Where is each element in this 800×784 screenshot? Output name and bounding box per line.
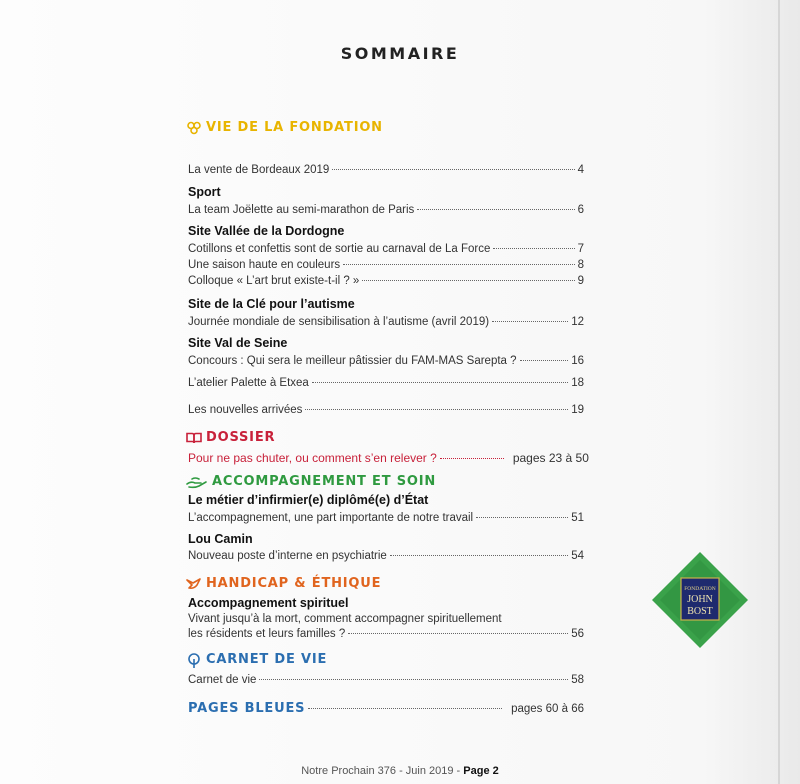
entry-page: pages 23 à 50 <box>512 451 589 465</box>
dove-icon <box>186 577 202 591</box>
dot-leader <box>312 382 568 383</box>
entry-text: Une saison haute en couleurs <box>188 259 341 271</box>
toc-entry-dossier[interactable] <box>188 451 589 465</box>
logo-text-line1: FONDATION <box>684 586 716 592</box>
toc-entry[interactable] <box>188 316 584 328</box>
section-carnet-de-vie <box>186 652 327 667</box>
toc-entry[interactable] <box>188 164 584 176</box>
entry-page: 8 <box>577 259 584 271</box>
subhead: Sport <box>188 185 221 199</box>
dot-leader <box>476 517 568 518</box>
subhead: Site de la Clé pour l’autisme <box>188 297 355 311</box>
entry-page: 19 <box>571 404 584 416</box>
section-label: DOSSIER <box>206 430 276 445</box>
toc-entry[interactable] <box>188 550 584 562</box>
subhead: Site Vallée de la Dordogne <box>188 224 345 238</box>
entry-page: 4 <box>577 164 584 176</box>
section-label: CARNET DE VIE <box>206 652 328 667</box>
entry-page: 16 <box>571 355 584 367</box>
section-label: ACCOMPAGNEMENT ET SOIN <box>212 474 437 489</box>
toc-entry[interactable] <box>188 204 584 216</box>
entry-page: 12 <box>571 316 584 328</box>
entry-text: les résidents et leurs familles ? <box>188 628 346 640</box>
dot-leader <box>520 360 569 361</box>
dot-leader <box>390 555 568 556</box>
entry-page: 9 <box>577 275 584 287</box>
entry-text: La vente de Bordeaux 2019 <box>188 164 330 176</box>
dot-leader <box>343 264 574 265</box>
entry-text: L’accompagnement, une part importante de notre travail <box>188 512 474 524</box>
entry-page: 18 <box>571 377 584 389</box>
footer-page-number: Page 2 <box>463 765 499 777</box>
entry-text: La team Joëlette au semi-marathon de Paris <box>188 204 415 216</box>
entry-text: Les nouvelles arrivées <box>188 404 303 416</box>
logo-text-line2: JOHN <box>687 594 713 605</box>
section-label: VIE DE LA FONDATION <box>206 120 383 135</box>
toc-entry[interactable] <box>188 275 584 287</box>
tree-icon <box>186 653 202 667</box>
entry-text-line: Vivant jusqu’à la mort, comment accompagner spirituellement <box>188 613 502 625</box>
subhead: Site Val de Seine <box>188 336 288 350</box>
entry-page: 58 <box>571 674 584 686</box>
entry-text: Pour ne pas chuter, ou comment s’en relever ? <box>188 451 437 465</box>
dot-leader <box>440 458 504 459</box>
page-title: SOMMAIRE <box>340 44 460 63</box>
section-pages-bleues: PAGES BLEUES <box>188 701 306 716</box>
page-fold <box>778 0 780 784</box>
toc-entry[interactable] <box>188 355 584 367</box>
section-dossier <box>186 430 275 445</box>
subhead: Le métier d’infirmier(e) diplômé(e) d’État <box>188 493 429 507</box>
toc-entry-pages-bleues[interactable] <box>188 701 584 716</box>
dot-leader <box>417 209 574 210</box>
dot-leader <box>332 169 574 170</box>
entry-text: Colloque « L’art brut existe-t-il ? » <box>188 275 360 287</box>
open-book-icon <box>186 431 202 445</box>
dot-leader <box>362 280 574 281</box>
fondation-john-bost-logo <box>648 548 752 652</box>
footer-text: Notre Prochain 376 - Juin 2019 - <box>301 765 464 777</box>
subhead: Accompagnement spirituel <box>188 596 349 610</box>
entry-page: pages 60 à 66 <box>511 703 584 715</box>
toc-entry[interactable] <box>188 259 584 271</box>
entry-text: Cotillons et confettis sont de sortie au carnaval de La Force <box>188 243 491 255</box>
dot-leader <box>493 248 574 249</box>
toc-entry[interactable] <box>188 404 584 416</box>
entry-page: 56 <box>571 628 584 640</box>
section-accompagnement-et-soin <box>186 474 436 489</box>
entry-page: 54 <box>571 550 584 562</box>
subhead: Lou Camin <box>188 532 253 546</box>
toc-entry[interactable] <box>188 512 584 524</box>
dot-leader <box>305 409 568 410</box>
section-vie-de-la-fondation <box>186 120 383 135</box>
entry-text: Carnet de vie <box>188 674 257 686</box>
entry-page: 6 <box>577 204 584 216</box>
section-handicap-ethique <box>186 576 381 591</box>
entry-page: 7 <box>577 243 584 255</box>
entry-text: Nouveau poste d’interne en psychiatrie <box>188 550 387 562</box>
dot-leader <box>348 633 568 634</box>
dot-leader <box>308 708 502 709</box>
toc-entry[interactable] <box>188 243 584 255</box>
clover-icon <box>186 121 202 135</box>
toc-entry[interactable] <box>188 628 584 640</box>
entry-text: L’atelier Palette à Etxea <box>188 377 309 389</box>
dot-leader <box>259 679 568 680</box>
entry-text: Concours : Qui sera le meilleur pâtissier du FAM-MAS Sarepta ? <box>188 355 517 367</box>
page-footer <box>0 765 800 777</box>
section-label: HANDICAP & ÉTHIQUE <box>206 576 382 591</box>
hand-icon <box>186 475 208 489</box>
toc-entry[interactable] <box>188 377 584 389</box>
dot-leader <box>492 321 568 322</box>
entry-page: 51 <box>571 512 584 524</box>
entry-text: Journée mondiale de sensibilisation à l’autisme (avril 2019) <box>188 316 490 328</box>
toc-entry[interactable] <box>188 674 584 686</box>
logo-text-line3: BOST <box>687 606 713 617</box>
